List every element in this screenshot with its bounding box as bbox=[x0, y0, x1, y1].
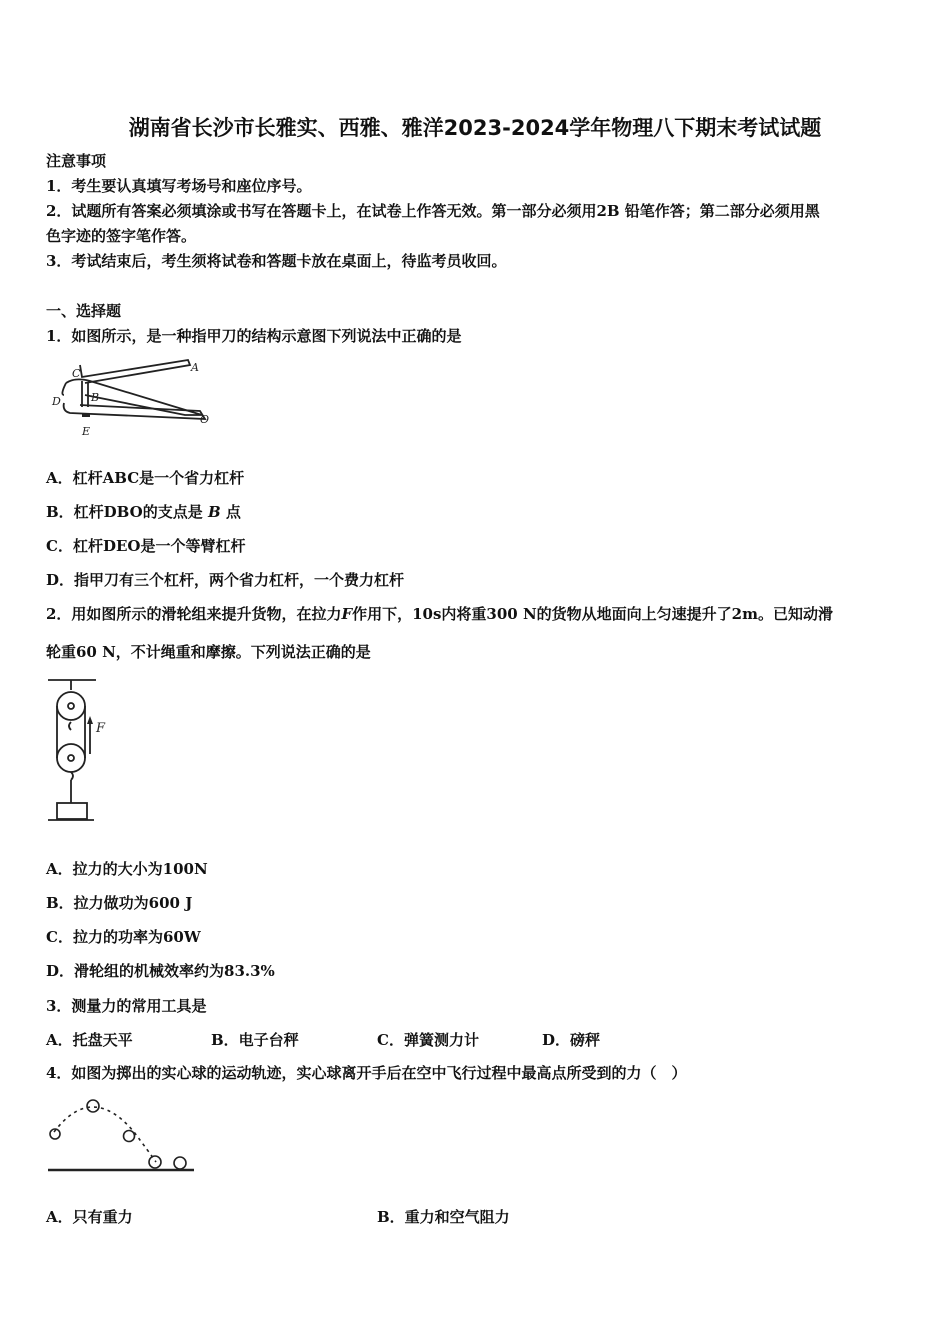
option-italic: B bbox=[207, 503, 221, 521]
notice-item: 1．考生要认真填写考场号和座位序号。 bbox=[46, 177, 312, 195]
label-e: E bbox=[82, 425, 91, 438]
q2-option-a: A．拉力的大小为100N bbox=[46, 860, 208, 878]
stem-italic: F bbox=[341, 605, 353, 623]
option-text: B．杠杆DBO的支点是 bbox=[46, 503, 203, 521]
label-c: C bbox=[72, 367, 81, 380]
pulley-figure bbox=[44, 672, 114, 827]
q3-option-a: A．托盘天平 bbox=[46, 1031, 133, 1049]
notice-item: 3．考试结束后，考生须将试卷和答题卡放在桌面上，待监考员收回。 bbox=[46, 252, 507, 270]
nail-clipper-figure bbox=[50, 355, 220, 440]
q1-option-a: A．杠杆ABC是一个省力杠杆 bbox=[46, 469, 245, 487]
q4-option-a: A．只有重力 bbox=[46, 1208, 133, 1226]
label-b: B bbox=[91, 391, 100, 404]
q1-option-c: C．杠杆DEO是一个等臂杠杆 bbox=[46, 537, 246, 555]
stem-text: 作用下，10s内将重300 N的货物从地面向上匀速提升了2m。已知动滑 bbox=[352, 605, 833, 623]
page-title: 湖南省长沙市长雅实、西雅、雅洋2023-2024学年物理八下期末考试试题 bbox=[128, 116, 822, 140]
label-f: F bbox=[96, 721, 106, 736]
label-a: A bbox=[191, 361, 199, 374]
question-3-stem: 3．测量力的常用工具是 bbox=[46, 997, 207, 1015]
question-2-stem bbox=[46, 604, 833, 624]
label-d: D bbox=[52, 395, 61, 408]
q2-option-d: D．滑轮组的机械效率约为83.3% bbox=[46, 962, 275, 980]
label-o: O bbox=[200, 413, 210, 426]
q1-option-b bbox=[46, 502, 241, 522]
section-heading: 一、选择题 bbox=[46, 302, 122, 320]
q3-option-d: D．磅秤 bbox=[542, 1031, 601, 1049]
q3-option-c: C．弹簧测力计 bbox=[377, 1031, 479, 1049]
question-2-stem-cont: 轮重60 N，不计绳重和摩擦。下列说法正确的是 bbox=[46, 643, 371, 661]
stem-text: 2．用如图所示的滑轮组来提升货物，在拉力 bbox=[46, 605, 342, 623]
q3-option-b: B．电子台秤 bbox=[211, 1031, 299, 1049]
notice-item: 2．试题所有答案必须填涂或书写在答题卡上，在试卷上作答无效。第一部分必须用2B 铅笔作答；第二部分必须用黑 bbox=[46, 202, 820, 220]
q2-option-c: C．拉力的功率为60W bbox=[46, 928, 201, 946]
question-4-stem: 4．如图为掷出的实心球的运动轨迹，实心球离开手后在空中飞行过程中最高点所受到的力（ ） bbox=[46, 1064, 687, 1082]
q1-option-d: D．指甲刀有三个杠杆，两个省力杠杆，一个费力杠杆 bbox=[46, 571, 405, 589]
trajectory-figure bbox=[44, 1092, 204, 1177]
question-1-stem: 1．如图所示，是一种指甲刀的结构示意图下列说法中正确的是 bbox=[46, 327, 462, 345]
notice-item: 色字迹的签字笔作答。 bbox=[46, 227, 197, 245]
q2-option-b: B．拉力做功为600 J bbox=[46, 894, 193, 912]
q4-option-b: B．重力和空气阻力 bbox=[377, 1208, 510, 1226]
notice-heading: 注意事项 bbox=[46, 152, 107, 170]
option-text: 点 bbox=[225, 503, 241, 521]
